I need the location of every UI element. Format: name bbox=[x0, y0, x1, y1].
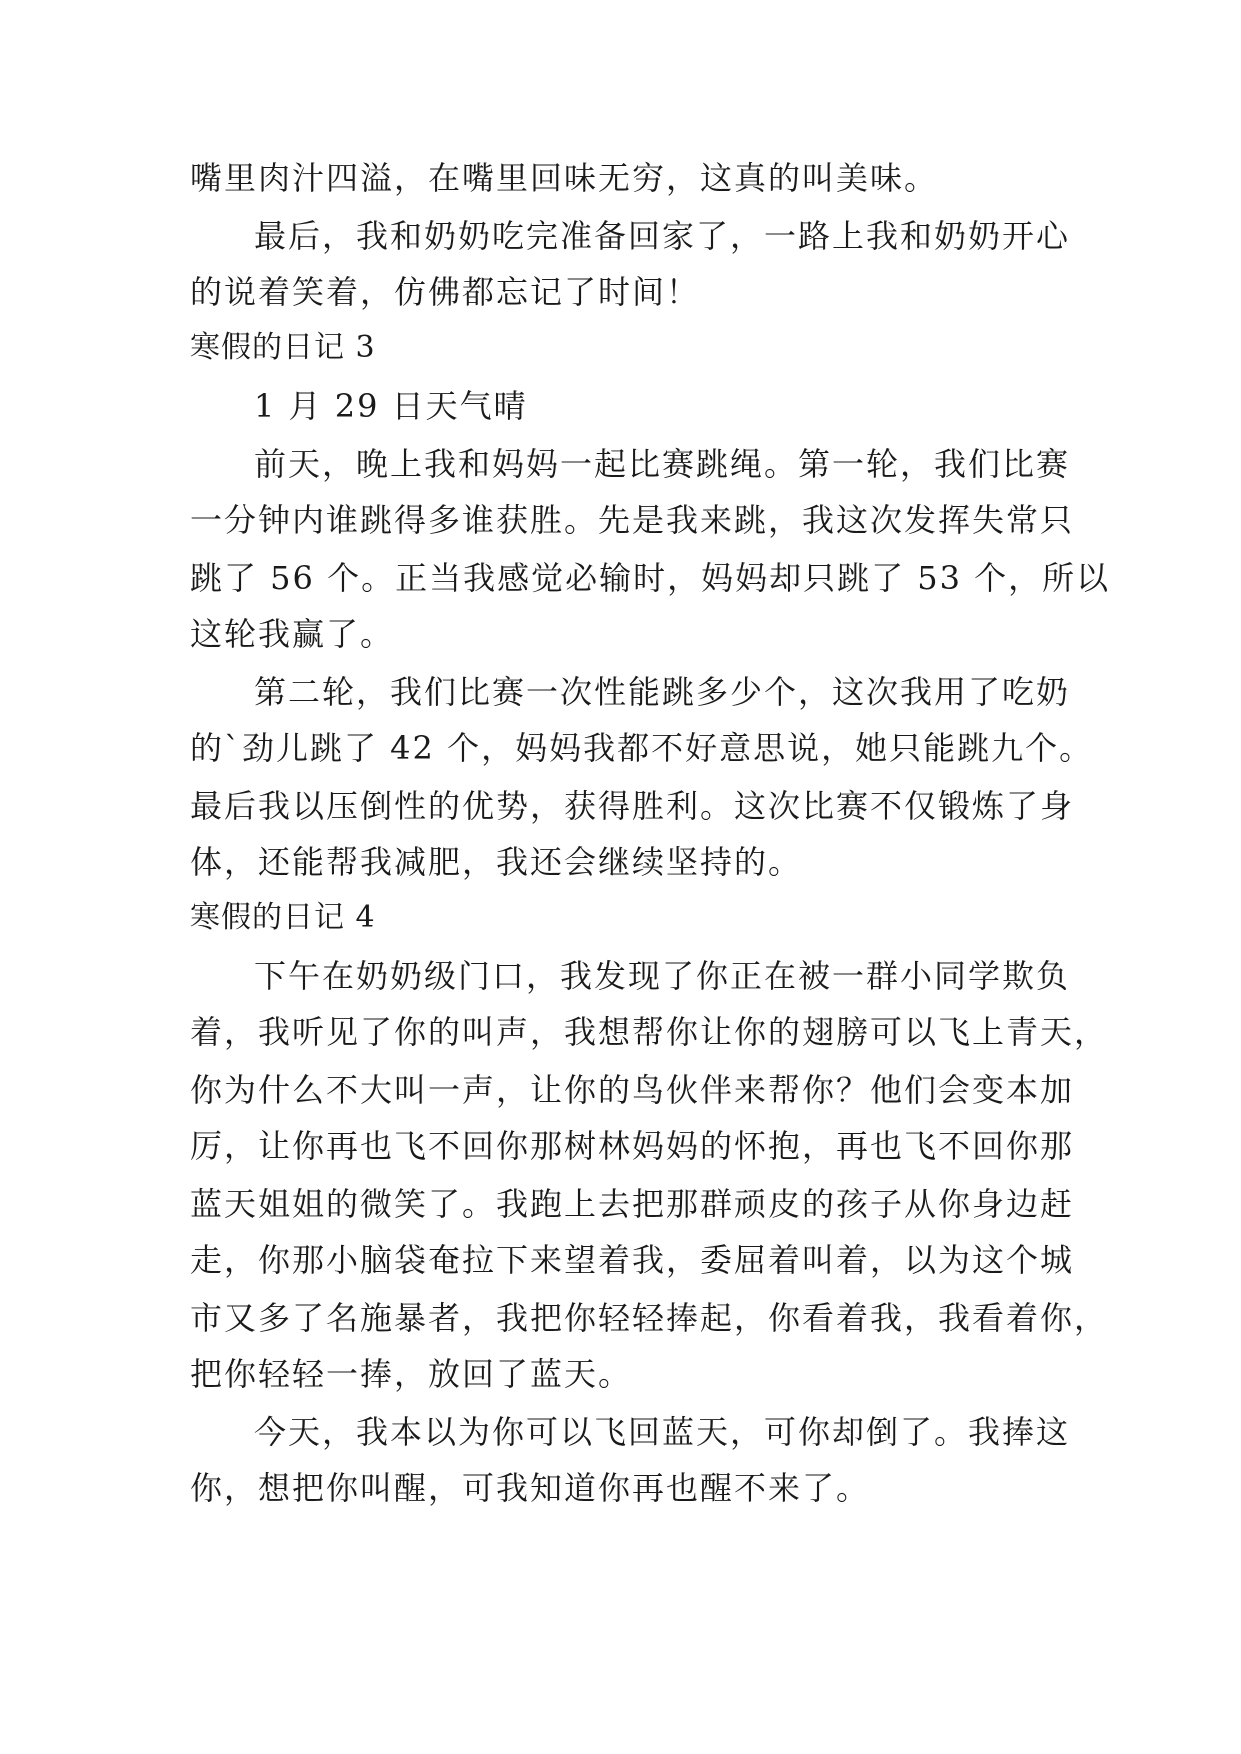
paragraph-line: 今天，我本以为你可以飞回蓝天，可你却倒了。我捧这 bbox=[254, 1413, 1071, 1451]
paragraph-line: 第二轮，我们比赛一次性能跳多少个，这次我用了吃奶 bbox=[254, 673, 1071, 711]
paragraph-line: 最后，我和奶奶吃完准备回家了，一路上我和奶奶开心 bbox=[254, 217, 1071, 255]
paragraph-line: 一分钟内谁跳得多谁获胜。先是我来跳，我这次发挥失常只 bbox=[190, 501, 1075, 539]
paragraph-line: 市又多了名施暴者，我把你轻轻捧起，你看着我，我看着你， bbox=[190, 1299, 1109, 1337]
paragraph-line: 的说着笑着，仿佛都忘记了时间！ bbox=[190, 273, 701, 311]
paragraph-line: 蓝天姐姐的微笑了。我跑上去把那群顽皮的孩子从你身边赶 bbox=[190, 1185, 1075, 1223]
paragraph-line: 把你轻轻一捧，放回了蓝天。 bbox=[190, 1355, 633, 1393]
section-heading: 寒假的日记 4 bbox=[190, 900, 376, 935]
section-heading: 寒假的日记 3 bbox=[190, 330, 376, 365]
paragraph-line: 这轮我赢了。 bbox=[190, 615, 395, 653]
paragraph-line: 走，你那小脑袋奄拉下来望着我，委屈着叫着，以为这个城 bbox=[190, 1241, 1075, 1279]
paragraph-line: 下午在奶奶级门口，我发现了你正在被一群小同学欺负 bbox=[254, 957, 1071, 995]
paragraph-line: 前天，晚上我和妈妈一起比赛跳绳。第一轮，我们比赛 bbox=[254, 445, 1071, 483]
paragraph-line: 最后我以压倒性的优势，获得胜利。这次比赛不仅锻炼了身 bbox=[190, 787, 1075, 825]
paragraph-line: 跳了 56 个。正当我感觉必输时，妈妈却只跳了 53 个，所以 bbox=[190, 559, 1111, 597]
paragraph-line: 体，还能帮我减肥，我还会继续坚持的。 bbox=[190, 843, 803, 881]
paragraph-line: 你，想把你叫醒，可我知道你再也醒不来了。 bbox=[190, 1469, 871, 1507]
paragraph-line: 厉，让你再也飞不回你那树林妈妈的怀抱，再也飞不回你那 bbox=[190, 1127, 1075, 1165]
paragraph-line: 嘴里肉汁四溢，在嘴里回味无穷，这真的叫美味。 bbox=[190, 159, 939, 197]
date-weather-line: 1 月 29 日天气晴 bbox=[254, 387, 528, 425]
paragraph-line: 的`劲儿跳了 42 个，妈妈我都不好意思说，她只能跳九个。 bbox=[190, 729, 1094, 767]
paragraph-line: 着，我听见了你的叫声，我想帮你让你的翅膀可以飞上青天， bbox=[190, 1013, 1109, 1051]
paragraph-line: 你为什么不大叫一声，让你的鸟伙伴来帮你？他们会变本加 bbox=[190, 1071, 1075, 1109]
